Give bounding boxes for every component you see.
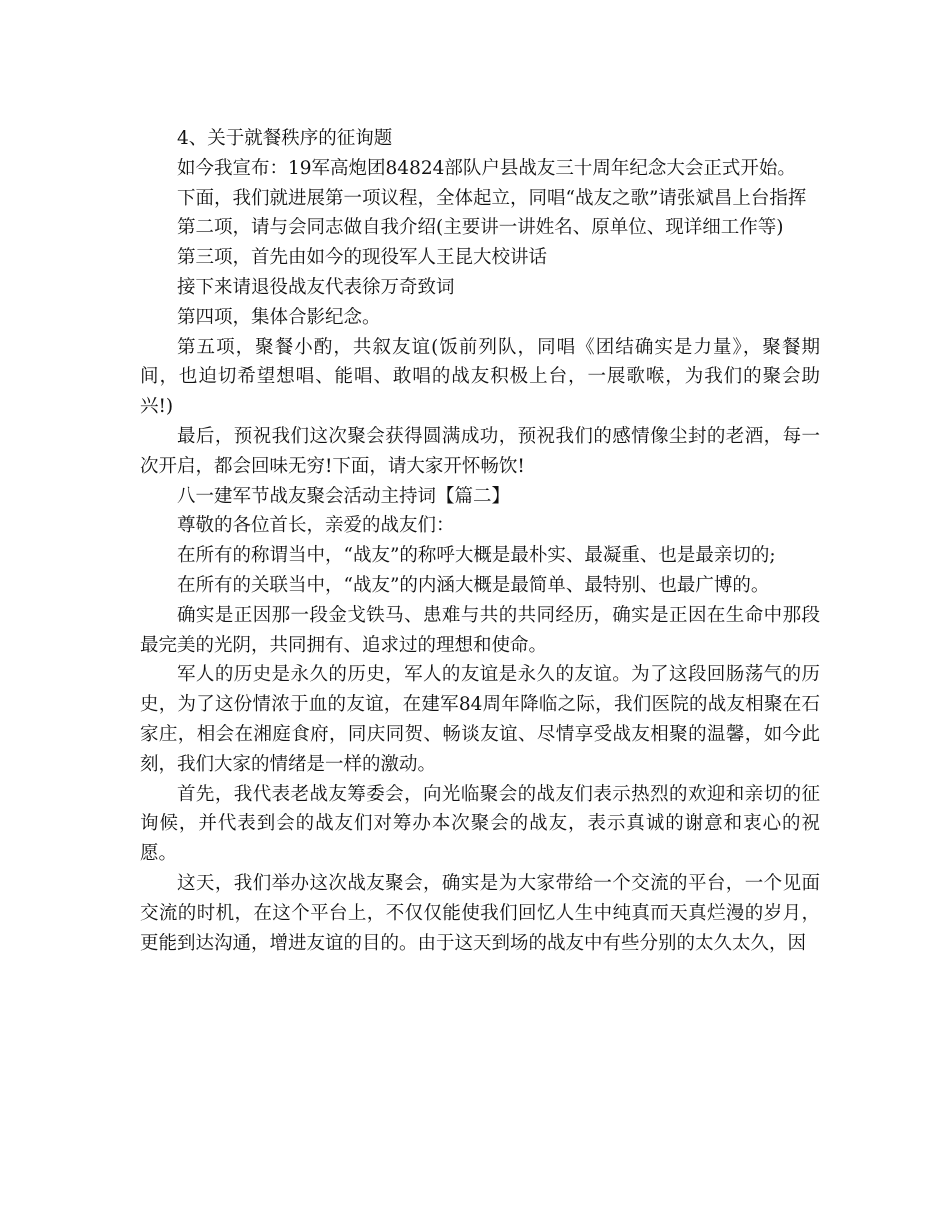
paragraph-1: 4、关于就餐秩序的征询题 — [177, 128, 393, 149]
section-heading: 八一建军节战友聚会活动主持词【篇二】 — [177, 485, 511, 507]
paragraph-8: 第五项，聚餐小酌，共叙友谊(饭前列队，同唱《团结确实是力量》，聚餐期间，也迫切希望想唱、能唱、敢唱的战友积极上台，一展歌喉，为我们的聚会助兴!) — [140, 336, 820, 418]
paragraph-14: 确实是正因那一段金戈铁马、患难与共的共同经历，确实是正因在生命中那段最完美的光阴，共同拥有、追求过的理想和使命。 — [140, 604, 820, 656]
paragraph-15: 军人的历史是永久的历史，军人的友谊是永久的友谊。为了这段回肠荡气的历史，为了这份情浓于血的友谊，在建军84周年降临之际，我们医院的战友相聚在石家庄，相会在湘庭食府，同庆同贺、畅谈友谊、尽情享受战友相聚的温馨，如今此刻，我们大家的情绪是一样的激动。 — [140, 664, 820, 775]
paragraph-5: 第三项，首先由如今的现役军人王昆大校讲话 — [177, 247, 548, 269]
paragraph-9: 最后，预祝我们这次聚会获得圆满成功，预祝我们的感情像尘封的老酒，每一次开启，都会回味无穷!下面，请大家开怀畅饮! — [140, 425, 820, 477]
paragraph-16: 首先，我代表老战友筹委会，向光临聚会的战友们表示热烈的欢迎和亲切的征询候，并代表到会的战友们对筹办本次聚会的战友，表示真诚的谢意和衷心的祝愿。 — [140, 783, 820, 865]
paragraph-12: 在所有的称谓当中，“战友”的称呼大概是最朴实、最凝重、也是最亲切的; — [177, 545, 776, 567]
salutation: 尊敬的各位首长，亲爱的战友们： — [177, 515, 455, 537]
paragraph-17: 这天，我们举办这次战友聚会，确实是为大家带给一个交流的平台，一个见面交流的时机，在这个平台上，不仅仅能使我们回忆人生中纯真而天真烂漫的岁月，更能到达沟通，增进友谊的目的。由于这天到场的战友中有些分别的太久太久，因 — [140, 872, 820, 954]
paragraph-4: 第二项，请与会同志做自我介绍(主要讲一讲姓名、原单位、现详细工作等) — [177, 217, 784, 239]
paragraph-6: 接下来请退役战友代表徐万奇致词 — [177, 276, 455, 298]
paragraph-13: 在所有的关联当中，“战友”的内涵大概是最简单、最特别、也最广博的。 — [177, 574, 770, 596]
paragraph-3: 下面，我们就进展第一项议程，全体起立，同唱“战友之歌”请张斌昌上台指挥 — [177, 187, 807, 209]
document-body — [140, 124, 820, 958]
paragraph-2: 如今我宣布：19军高炮团84824部队户县战友三十周年纪念大会正式开始。 — [177, 157, 796, 179]
paragraph-7: 第四项，集体合影纪念。 — [177, 306, 381, 328]
